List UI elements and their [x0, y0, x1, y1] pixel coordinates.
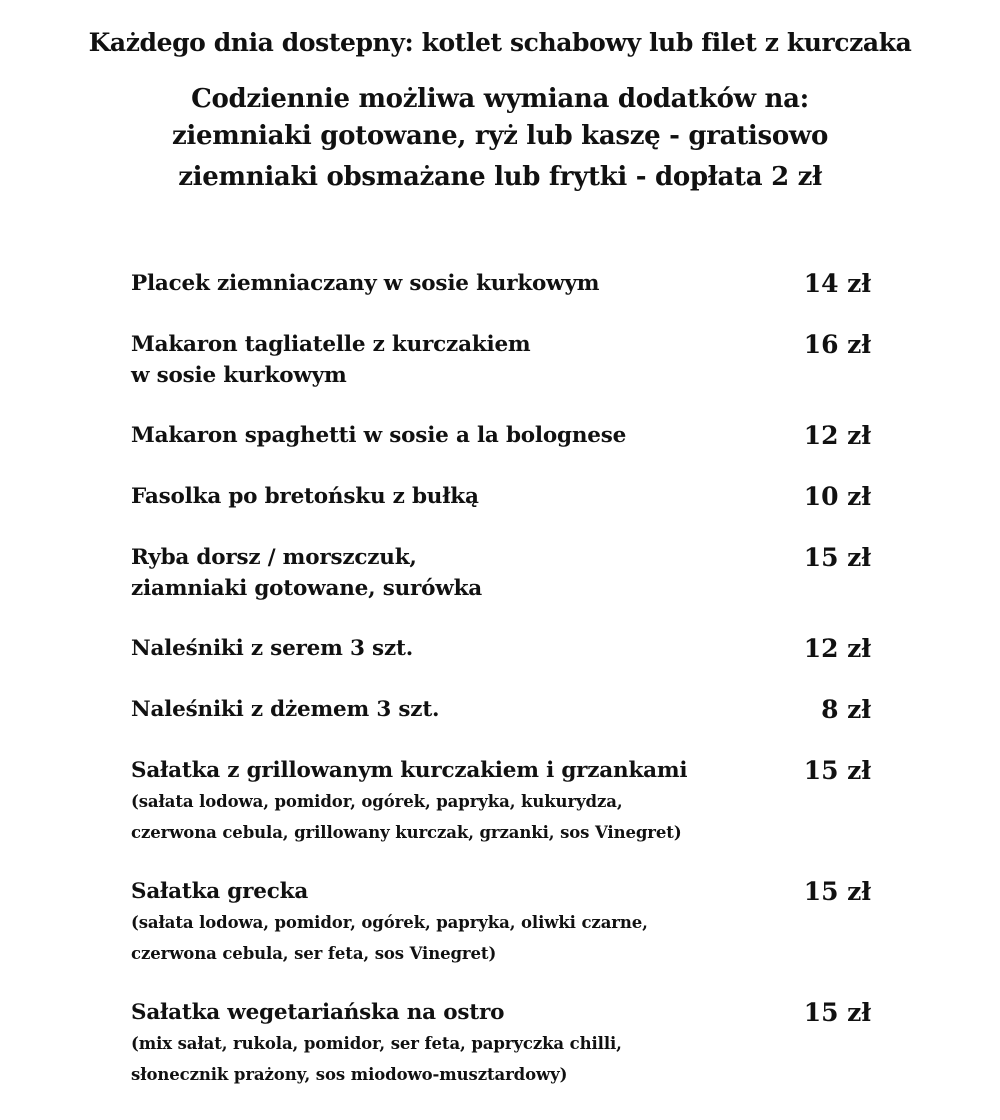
menu-item-name: Fasolka po bretońsku z bułką	[131, 484, 479, 509]
free-sides-line: ziemniaki gotowane, ryż lub kaszę - gratisowo	[171, 121, 829, 151]
menu-item	[131, 633, 871, 664]
menu-item	[131, 876, 871, 969]
menu-item-price: 15 zł	[803, 543, 871, 572]
menu-item-description: (mix sałat, rukola, pomidor, ser feta, papryczka chilli,	[131, 1034, 622, 1053]
menu-item-description-line-2: czerwona cebula, grillowany kurczak, grzanki, sos Vinegret)	[131, 823, 682, 842]
menu-item-description: (sałata lodowa, pomidor, ogórek, papryka, kukurydza,	[131, 792, 623, 811]
menu-item-description-line-2: czerwona cebula, ser feta, sos Vinegret)	[131, 944, 497, 963]
menu-item-price: 8 zł	[821, 695, 871, 724]
menu-item	[131, 542, 871, 604]
menu-item-name: Naleśniki z dżemem 3 szt.	[131, 697, 440, 722]
menu-item	[131, 755, 871, 848]
daily-main-dish-line: Każdego dnia dostepny: kotlet schabowy lub filet z kurczaka	[88, 28, 912, 57]
menu-item-name: Sałatka wegetariańska na ostro	[131, 1000, 505, 1025]
menu-item-name: Sałatka grecka	[131, 879, 309, 904]
menu-item-name: Naleśniki z serem 3 szt.	[131, 636, 413, 661]
menu-item	[131, 694, 871, 725]
menu-item-name: Makaron tagliatelle z kurczakiem	[131, 332, 531, 357]
menu-item	[131, 481, 871, 512]
menu-item-description-line-2: słonecznik prażony, sos miodowo-musztardowy)	[131, 1065, 568, 1084]
menu-item	[131, 268, 871, 299]
menu-item-price: 12 zł	[803, 634, 871, 663]
paid-sides-line: ziemniaki obsmażane lub frytki - dopłata 2 zł	[178, 162, 822, 192]
menu-item-price: 10 zł	[803, 482, 871, 511]
menu-item-price: 14 zł	[803, 269, 871, 298]
menu-item-price: 12 zł	[803, 421, 871, 450]
menu-item-price: 15 zł	[803, 998, 871, 1027]
menu-item-name-line-2: w sosie kurkowym	[131, 363, 347, 388]
menu-item	[131, 420, 871, 451]
menu-item-name-line-2: ziamniaki gotowane, surówka	[131, 576, 483, 601]
menu-item-price: 15 zł	[803, 877, 871, 906]
menu-item	[131, 997, 871, 1090]
menu-item-price: 16 zł	[803, 330, 871, 359]
menu-item-price: 15 zł	[803, 756, 871, 785]
menu-item	[131, 329, 871, 391]
menu-item-name: Placek ziemniaczany w sosie kurkowym	[131, 271, 600, 296]
side-exchange-heading: Codziennie możliwa wymiana dodatków na:	[191, 84, 809, 114]
menu-item-name: Makaron spaghetti w sosie a la bolognese	[131, 423, 627, 448]
menu-item-name: Sałatka z grillowanym kurczakiem i grzankami	[131, 758, 688, 783]
menu-item-description: (sałata lodowa, pomidor, ogórek, papryka, oliwki czarne,	[131, 913, 648, 932]
menu-item-name: Ryba dorsz / morszczuk,	[131, 545, 417, 570]
